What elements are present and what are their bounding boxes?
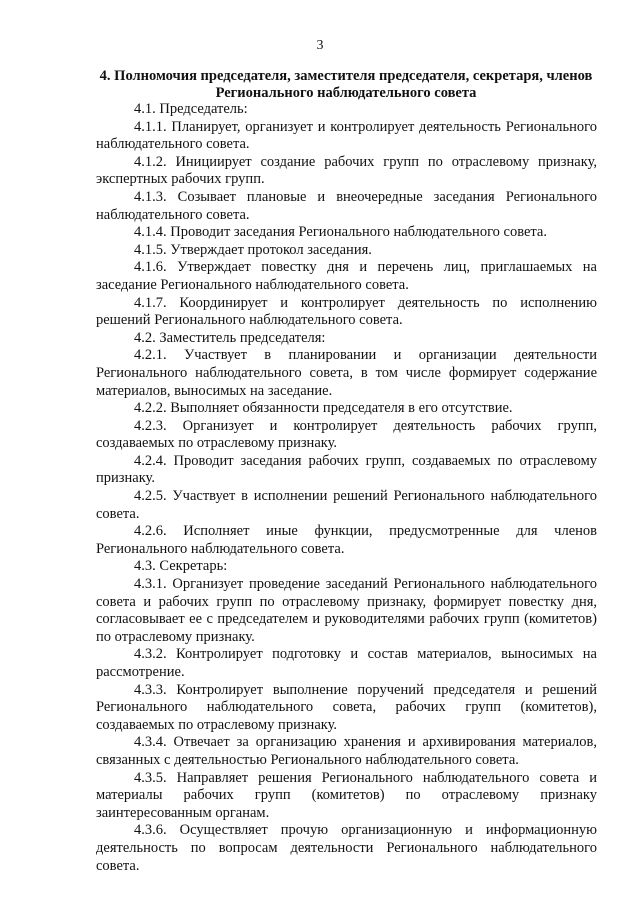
paragraph: 4.1.3. Созывает плановые и внеочередные заседания Регионального наблюдательного совета. [96,188,597,223]
paragraph: 4.1. Председатель: [134,101,248,117]
paragraph: 4.1.4. Проводит заседания Регионального наблюдательного совета. [134,224,547,241]
document-body [96,101,597,875]
paragraph: 4.1.2. Инициирует создание рабочих групп по отраслевому признаку, экспертных рабочих групп. [96,153,597,188]
paragraph: 4.3. Секретарь: [134,558,228,575]
paragraph: 4.3.3. Контролирует выполнение поручений председателя и решений Регионального наблюдательного совета, рабочих групп (комитетов), создаваемых по отраслевому признаку. [96,681,597,733]
paragraph: 4.3.2. Контролирует подготовку и состав материалов, выносимых на рассмотрение. [96,646,597,680]
paragraph: 4.1.7. Координирует и контролирует деятельность по исполнению решений Регионального наблюдательного совета. [96,294,597,329]
paragraph: 4.2.3. Организует и контролирует деятельность рабочих групп, создаваемых по отраслевому признаку. [96,417,597,452]
paragraph: 4.1.6. Утверждает повестку дня и перечень лиц, приглашаемых на заседание Регионального наблюдательного совета. [96,259,597,293]
paragraph: 4.1.5. Утверждает протокол заседания. [134,241,372,258]
paragraph: 4.1.1. Планирует, организует и контролирует деятельность Регионального наблюдательного совета. [96,118,597,153]
paragraph: 4.2.6. Исполняет иные функции, предусмотренные для членов Регионального наблюдательного совета. [96,523,597,557]
paragraph: 4.2. Заместитель председателя: [134,329,326,346]
paragraph: 4.3.5. Направляет решения Регионального наблюдательного совета и материалы рабочих групп (комитетов) по отраслевому признаку заинтересованным органам. [96,769,597,821]
page-number: 3 [316,38,324,53]
paragraph: 4.2.4. Проводит заседания рабочих групп, создаваемых по отраслевому признаку. [96,452,597,487]
paragraph: 4.2.2. Выполняет обязанности председателя в его отсутствие. [134,400,513,417]
paragraph: 4.2.1. Участвует в планировании и организации деятельности Регионального наблюдательного совета, в том числе формирует содержание материалов, выносимых на заседание. [96,347,597,399]
paragraph: 4.3.4. Отвечает за организацию хранения и архивирования материалов, связанных с деятельностью Регионального наблюдательного совета. [96,734,597,768]
paragraph: 4.2.5. Участвует в исполнении решений Регионального наблюдательного совета. [96,488,597,522]
section-heading: 4. Полномочия председателя, заместителя председателя, секретаря, членов Регионального наблюдательного совета [99,68,593,101]
paragraph: 4.3.6. Осуществляет прочую организационную и информационную деятельность по вопросам деятельности Регионального наблюдательного совета. [96,822,597,874]
paragraph: 4.3.1. Организует проведение заседаний Регионального наблюдательного совета и рабочих групп по отраслевому признаку, формирует повестку дня, согласовывает ее с председателем и руководителями рабочих групп (комитетов) по отраслевому признаку. [96,576,597,645]
